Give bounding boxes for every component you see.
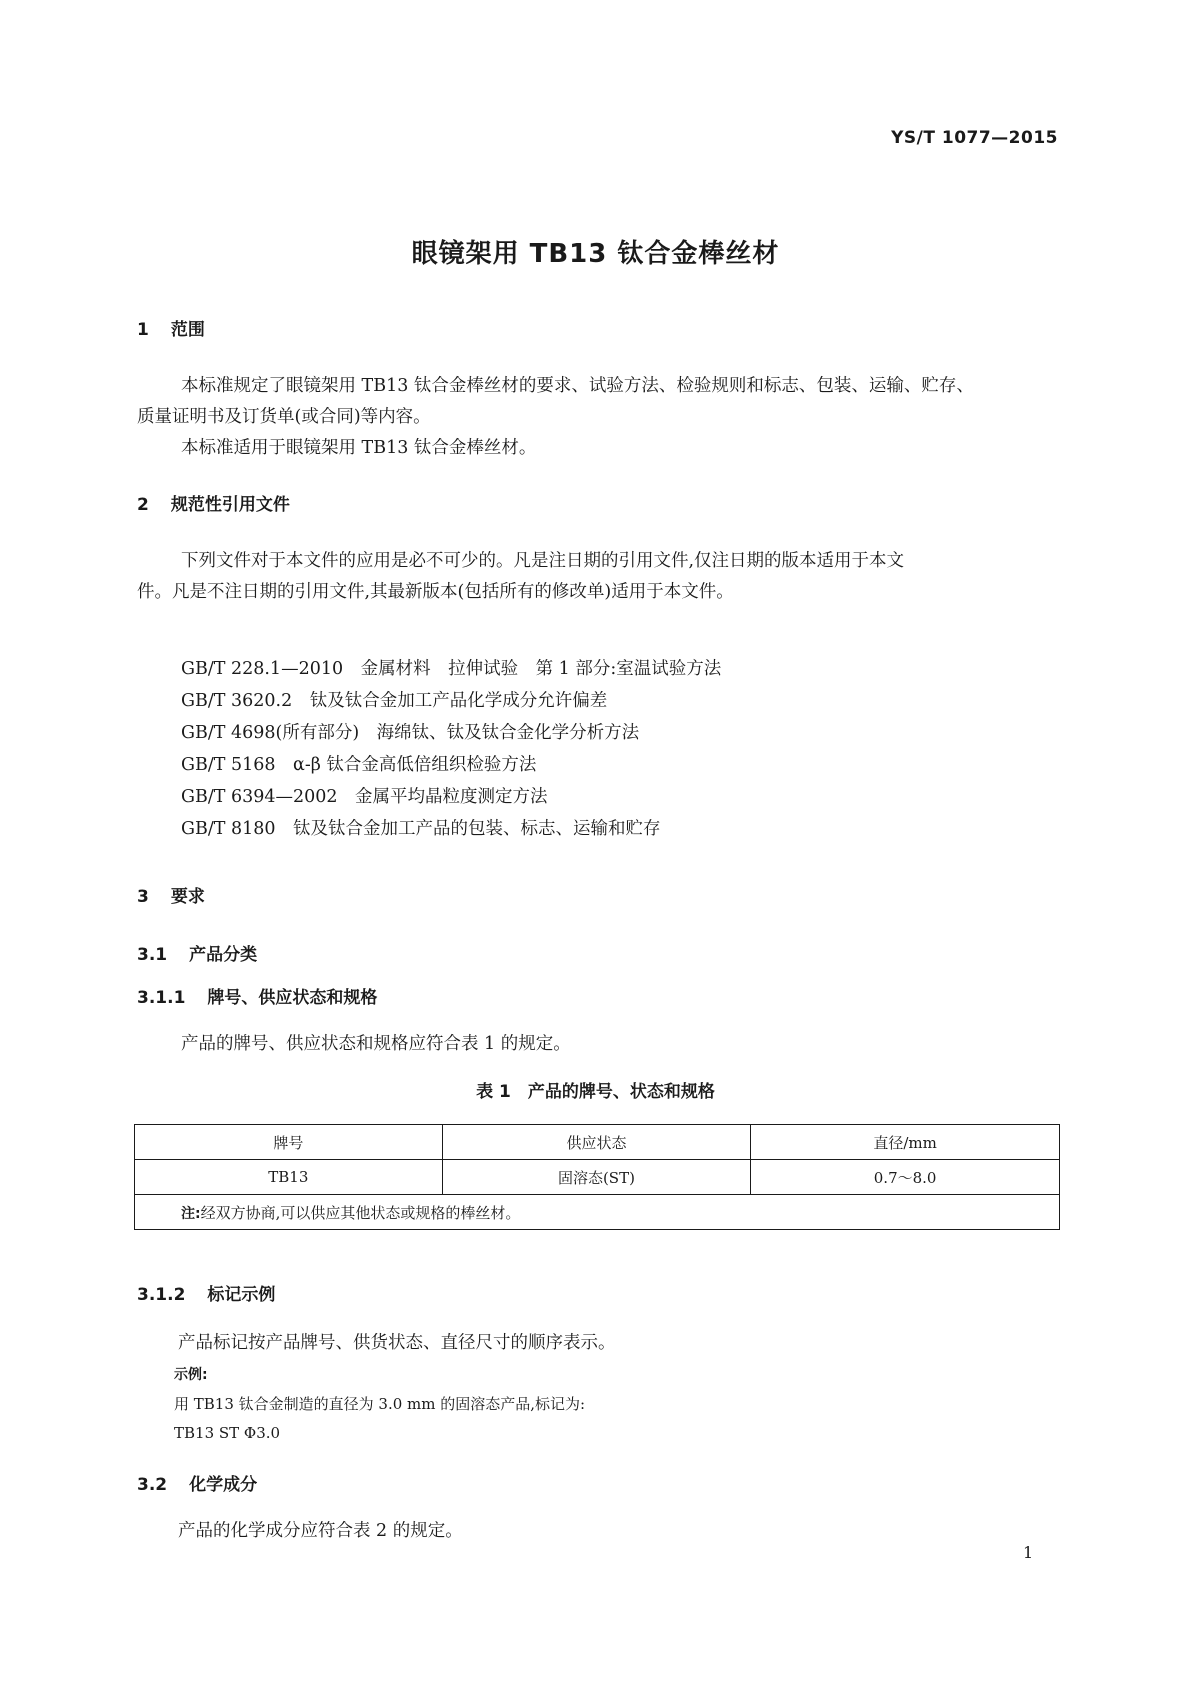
- section-2-heading: [137, 490, 290, 515]
- section-number: 2: [137, 495, 149, 515]
- table-note-label: 注:: [181, 1205, 201, 1222]
- table-header-row: [135, 1125, 1060, 1160]
- section-number: 3.2: [137, 1475, 168, 1495]
- table-cell-grade: TB13: [135, 1160, 443, 1195]
- example-line-2: TB13 ST Φ3.0: [174, 1424, 281, 1442]
- section-number: 3.1: [137, 945, 168, 965]
- section-1-paragraph-1-line-1: 本标准规定了眼镜架用 TB13 钛合金棒丝材的要求、试验方法、检验规则和标志、包装、运输、贮存、: [181, 376, 974, 396]
- section-title: 标记示例: [207, 1285, 276, 1305]
- section-title: 要求: [170, 887, 205, 907]
- section-3-1-1-heading: [137, 983, 377, 1008]
- section-3-1-1-paragraph: 产品的牌号、供应状态和规格应符合表 1 的规定。: [181, 1034, 571, 1054]
- table-header-supply-state: 供应状态: [442, 1125, 751, 1160]
- section-1-paragraph-2: 本标准适用于眼镜架用 TB13 钛合金棒丝材。: [181, 438, 537, 458]
- section-3-1-heading: [137, 940, 257, 965]
- table-cell-diameter: 0.7～8.0: [751, 1160, 1060, 1195]
- section-3-heading: [137, 882, 205, 907]
- normative-reference: GB/T 8180 钛及钛合金加工产品的包装、标志、运输和贮存: [181, 819, 661, 839]
- table-header-diameter: 直径/mm: [751, 1125, 1060, 1160]
- section-number: 1: [137, 320, 149, 340]
- section-title: 范围: [170, 320, 205, 340]
- normative-reference: GB/T 6394—2002 金属平均晶粒度测定方法: [181, 787, 548, 807]
- section-1-paragraph-1-line-2: 质量证明书及订货单(或合同)等内容。: [137, 407, 431, 427]
- normative-reference: GB/T 3620.2 钛及钛合金加工产品化学成分允许偏差: [181, 691, 608, 711]
- section-title: 牌号、供应状态和规格: [207, 988, 378, 1008]
- example-label: 示例:: [174, 1367, 208, 1383]
- table-note: [135, 1195, 1060, 1230]
- section-title: 规范性引用文件: [170, 495, 290, 515]
- page-number: 1: [1023, 1543, 1034, 1562]
- section-number: 3: [137, 887, 149, 907]
- normative-reference: GB/T 228.1—2010 金属材料 拉伸试验 第 1 部分:室温试验方法: [181, 659, 722, 679]
- section-1-heading: [137, 315, 205, 340]
- section-2-paragraph-line-1: 下列文件对于本文件的应用是必不可少的。凡是注日期的引用文件,仅注日期的版本适用于本文: [181, 551, 905, 571]
- table-note-row: [135, 1195, 1060, 1230]
- section-3-2-heading: [137, 1470, 257, 1495]
- table-1-caption: 表 1 产品的牌号、状态和规格: [476, 1082, 715, 1102]
- normative-reference: GB/T 5168 α-β 钛合金高低倍组织检验方法: [181, 755, 537, 775]
- standard-code: YS/T 1077—2015: [891, 128, 1058, 148]
- section-title: 产品分类: [189, 945, 258, 965]
- table-header-grade: 牌号: [135, 1125, 443, 1160]
- section-2-paragraph-line-2: 件。凡是不注日期的引用文件,其最新版本(包括所有的修改单)适用于本文件。: [137, 582, 734, 602]
- example-line-1: 用 TB13 钛合金制造的直径为 3.0 mm 的固溶态产品,标记为:: [174, 1395, 586, 1413]
- normative-reference: GB/T 4698(所有部分) 海绵钛、钛及钛合金化学分析方法: [181, 723, 640, 743]
- document-title: 眼镜架用 TB13 钛合金棒丝材: [411, 239, 780, 269]
- section-number: 3.1.1: [137, 988, 186, 1008]
- section-title: 化学成分: [189, 1475, 258, 1495]
- section-3-1-2-paragraph: 产品标记按产品牌号、供货状态、直径尺寸的顺序表示。: [178, 1333, 616, 1353]
- table-note-text: 经双方协商,可以供应其他状态或规格的棒丝材。: [200, 1203, 521, 1222]
- section-number: 3.1.2: [137, 1285, 186, 1305]
- section-3-1-2-heading: [137, 1280, 275, 1305]
- table-row: [135, 1160, 1060, 1195]
- section-3-2-paragraph: 产品的化学成分应符合表 2 的规定。: [178, 1521, 463, 1541]
- table-cell-supply-state: 固溶态(ST): [442, 1160, 751, 1195]
- table-1: [134, 1124, 1060, 1230]
